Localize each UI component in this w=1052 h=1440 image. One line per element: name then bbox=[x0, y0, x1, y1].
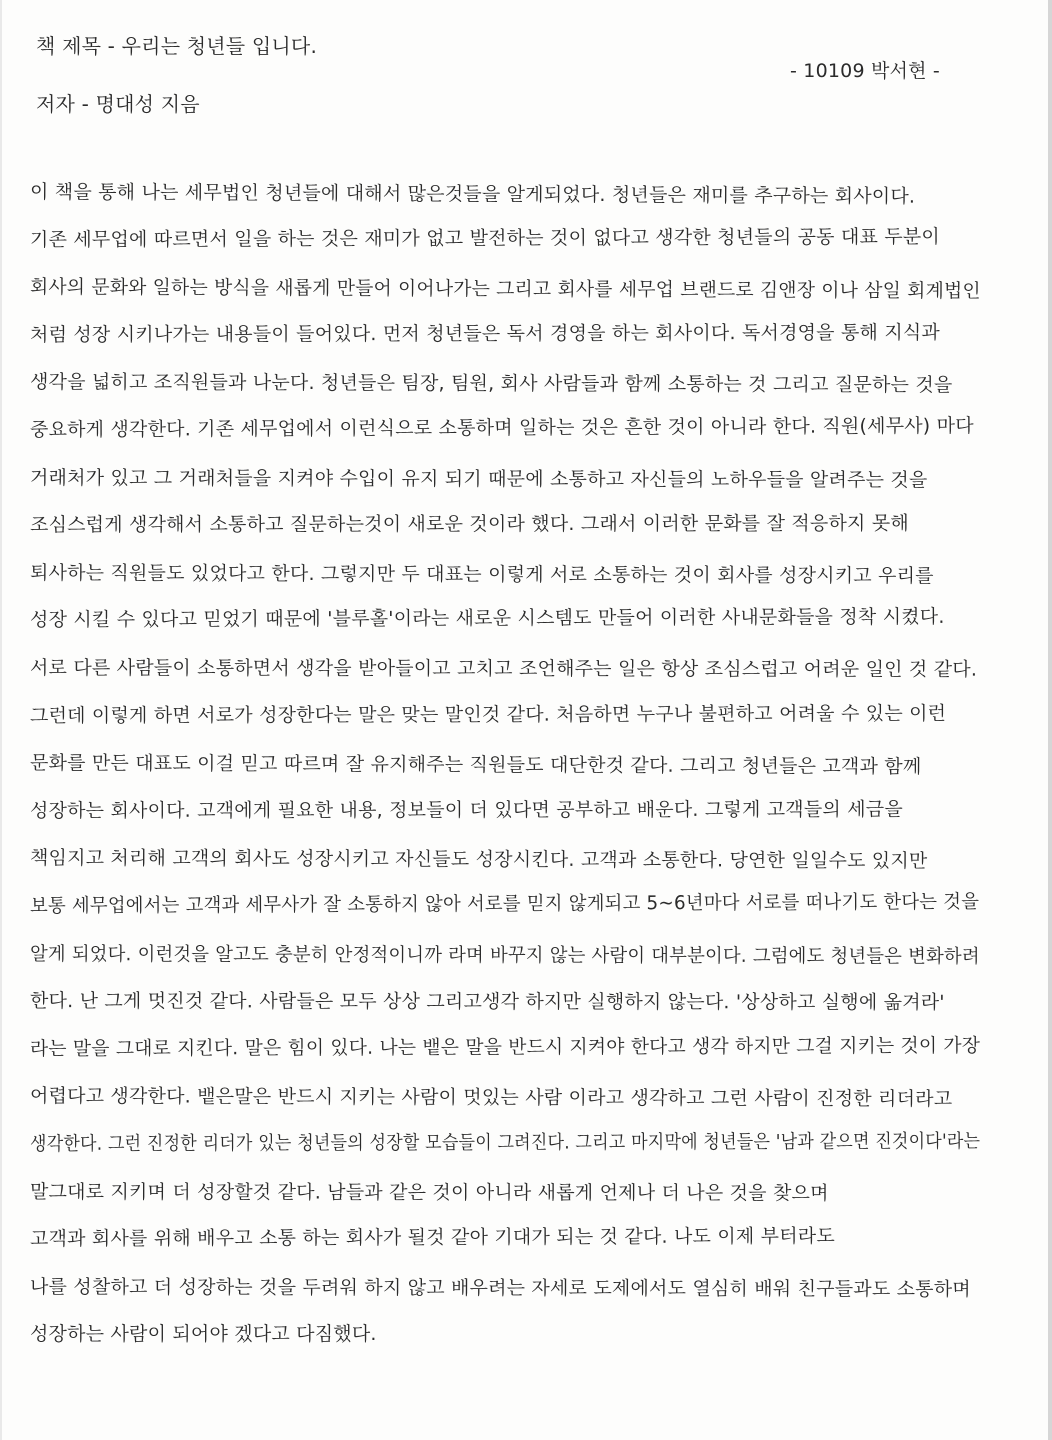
essay-line: 책임지고 처리해 고객의 회사도 성장시키고 자신들도 성장시킨다. 고객과 소통한다. 당연한 일일수도 있지만 bbox=[29, 847, 928, 873]
essay-line: 성장하는 사람이 되어야 겠다고 다짐했다. bbox=[30, 1323, 377, 1345]
essay-line: 이 책을 통해 나는 세무법인 청년들에 대해서 많은것들을 알게되었다. 청년들은 재미를 추구하는 회사이다. bbox=[29, 181, 916, 208]
essay-line: 퇴사하는 직원들도 있었다고 한다. 그렇지만 두 대표는 이렇게 서로 소통하는 것이 회사를 성장시키고 우리를 bbox=[29, 562, 934, 588]
essay-line: 그런데 이렇게 하면 서로가 성장한다는 말은 맞는 말인것 같다. 처음하면 누구나 불편하고 어려울 수 있는 이런 bbox=[29, 702, 947, 727]
essay-line: 말그대로 지키며 더 성장할것 같다. 남들과 같은 것이 아니라 새롭게 언제나 더 나은 것을 찾으며 bbox=[29, 1181, 829, 1205]
essay-line: 고객과 회사를 위해 배우고 소통 하는 회사가 될것 같아 기대가 되는 것 같다. 나도 이제 부터라도 bbox=[29, 1225, 835, 1250]
essay-line: 거래처가 있고 그 거래처들을 지켜야 수입이 유지 되기 때문에 소통하고 자신들의 노하우들을 알려주는 것을 bbox=[29, 467, 928, 492]
essay-line: 중요하게 생각한다. 기존 세무업에서 이런식으로 소통하며 일하는 것은 흔한 것이 아니라 한다. 직원(세무사) 마다 bbox=[29, 414, 974, 441]
author-line: 저자 - 명대성 지음 bbox=[36, 92, 200, 116]
essay-line: 나를 성찰하고 더 성장하는 것을 두려워 하지 않고 배우려는 자세로 도제에서도 열심히 배워 친구들과도 소통하며 bbox=[29, 1276, 971, 1301]
essay-line: 서로 다른 사람들이 소통하면서 생각을 받아들이고 고치고 조언해주는 일은 항상 조심스럽고 어려운 일인 것 같다. bbox=[29, 657, 978, 681]
page-left-edge bbox=[0, 0, 2, 1440]
essay-line: 알게 되었다. 이런것을 알고도 충분히 안정적이니까 라며 바꾸지 않는 사람이 대부분이다. 그럼에도 청년들은 변화하려 bbox=[29, 943, 980, 968]
essay-line: 어렵다고 생각한다. 뱉은말은 반드시 지키는 사람이 멋있는 사람 이라고 생각하고 그런 사람이 진정한 리더라고 bbox=[29, 1085, 953, 1111]
essay-line: 보통 세무업에서는 고객과 세무사가 잘 소통하지 않아 서로를 믿지 않게되고 5~6년마다 서로를 떠나기도 한다는 것을 bbox=[29, 890, 980, 917]
essay-line: 라는 말을 그대로 지킨다. 말은 힘이 있다. 나는 뱉은 말을 반드시 지켜야 한다고 생각 하지만 그걸 지키는 것이 가장 bbox=[29, 1034, 981, 1060]
book-title-line: 책 제목 - 우리는 청년들 입니다. bbox=[36, 34, 318, 58]
essay-line: 문화를 만든 대표도 이걸 믿고 따르며 잘 유지해주는 직원들도 대단한것 같다. 그리고 청년들은 고객과 함께 bbox=[29, 752, 922, 778]
essay-line: 성장 시킬 수 있다고 믿었기 때문에 '블루홀'이라는 새로운 시스템도 만들어 이러한 사내문화들을 정착 시켰다. bbox=[29, 605, 945, 631]
essay-line: 한다. 난 그게 멋진것 같다. 사람들은 모두 상상 그리고생각 하지만 실행하지 않는다. '상상하고 실행에 옮겨라' bbox=[29, 990, 945, 1014]
essay-line: 회사의 문화와 일하는 방식을 새롭게 만들어 이어나가는 그리고 회사를 세무업 브랜드로 김앤장 이나 삼일 회계법인 bbox=[29, 276, 981, 303]
student-id-name: - 10109 박서현 - bbox=[790, 60, 940, 82]
essay-line: 생각한다. 그런 진정한 리더가 있는 청년들의 성장할 모습들이 그려진다. 그리고 마지막에 청년들은 '남과 같으면 진것이다'라는 bbox=[29, 1130, 981, 1155]
essay-line: 성장하는 회사이다. 고객에게 필요한 내용, 정보들이 더 있다면 공부하고 배운다. 그렇게 고객들의 세금을 bbox=[29, 798, 903, 822]
essay-line: 조심스럽게 생각해서 소통하고 질문하는것이 새로운 것이라 했다. 그래서 이러한 문화를 잘 적응하지 못해 bbox=[29, 512, 909, 536]
page-right-edge bbox=[1048, 0, 1052, 1440]
essay-line: 처럼 성장 시키나가는 내용들이 들어있다. 먼저 청년들은 독서 경영을 하는 회사이다. 독서경영을 통해 지식과 bbox=[29, 321, 941, 346]
essay-line: 기존 세무업에 따르면서 일을 하는 것은 재미가 없고 발전하는 것이 없다고 생각한 청년들의 공동 대표 두분이 bbox=[29, 225, 941, 251]
essay-line: 생각을 넓히고 조직원들과 나눈다. 청년들은 팀장, 팀원, 회사 사람들과 함께 소통하는 것 그리고 질문하는 것을 bbox=[29, 371, 953, 397]
